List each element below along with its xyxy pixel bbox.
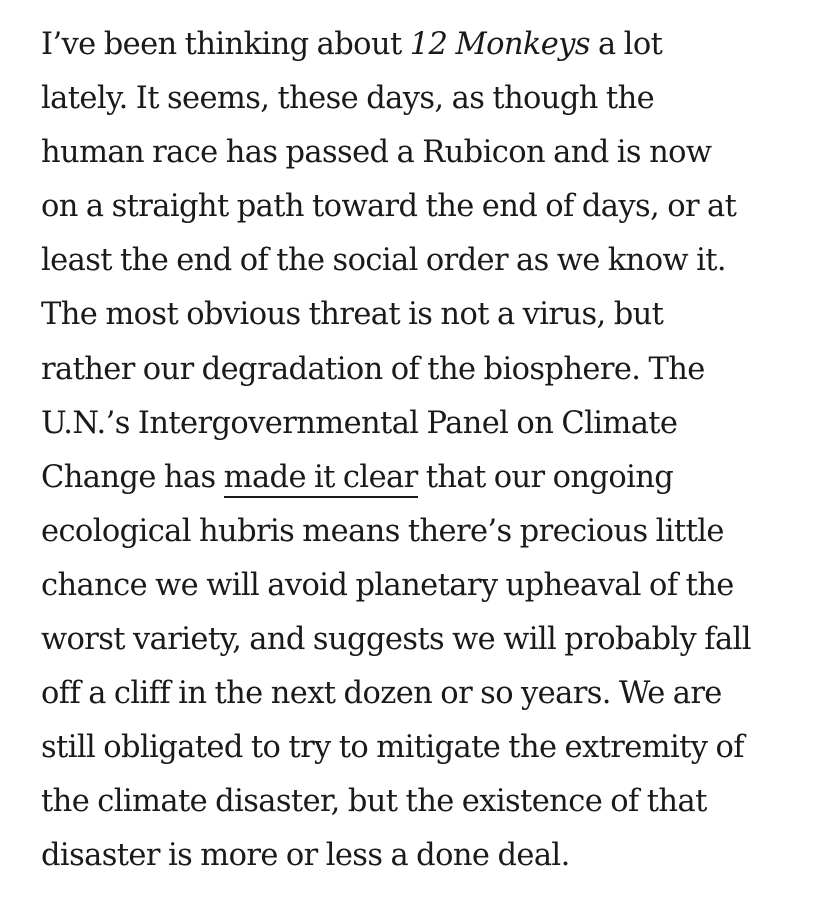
paragraph-line: still obligated to try to mitigate the extremity of [41, 730, 744, 766]
paragraph-line: the climate disaster, but the existence of that [41, 784, 707, 820]
paragraph-line: human race has passed a Rubicon and is now [41, 135, 712, 171]
paragraph-line: U.N.’s Intergovernmental Panel on Climate [41, 405, 678, 441]
article-paragraph [41, 18, 798, 884]
made-it-clear-link[interactable]: made it clear [224, 460, 418, 498]
paragraph-line [41, 451, 798, 505]
paragraph-line: The most obvious threat is not a virus, but [41, 297, 664, 333]
line-text: Change has [41, 459, 224, 495]
paragraph-line: rather our degradation of the biosphere. The [41, 351, 705, 387]
paragraph-line: ecological hubris means there’s precious little [41, 513, 724, 549]
line-text: that our ongoing [417, 459, 674, 495]
paragraph-line: disaster is more or less a done deal. [41, 838, 570, 874]
paragraph-line [41, 18, 798, 72]
paragraph-line: worst variety, and suggests we will probably fall [41, 622, 751, 658]
paragraph-line: on a straight path toward the end of days, or at [41, 189, 737, 225]
paragraph-line: lately. It seems, these days, as though the [41, 81, 655, 117]
paragraph-line: chance we will avoid planetary upheaval of the [41, 567, 734, 603]
paragraph-line: off a cliff in the next dozen or so years. We are [41, 676, 722, 712]
line-text: I’ve been thinking about [41, 27, 410, 62]
paragraph-line: least the end of the social order as we know it. [41, 243, 726, 279]
film-title: 12 Monkeys [409, 27, 590, 62]
line-text: a lot [589, 27, 663, 62]
